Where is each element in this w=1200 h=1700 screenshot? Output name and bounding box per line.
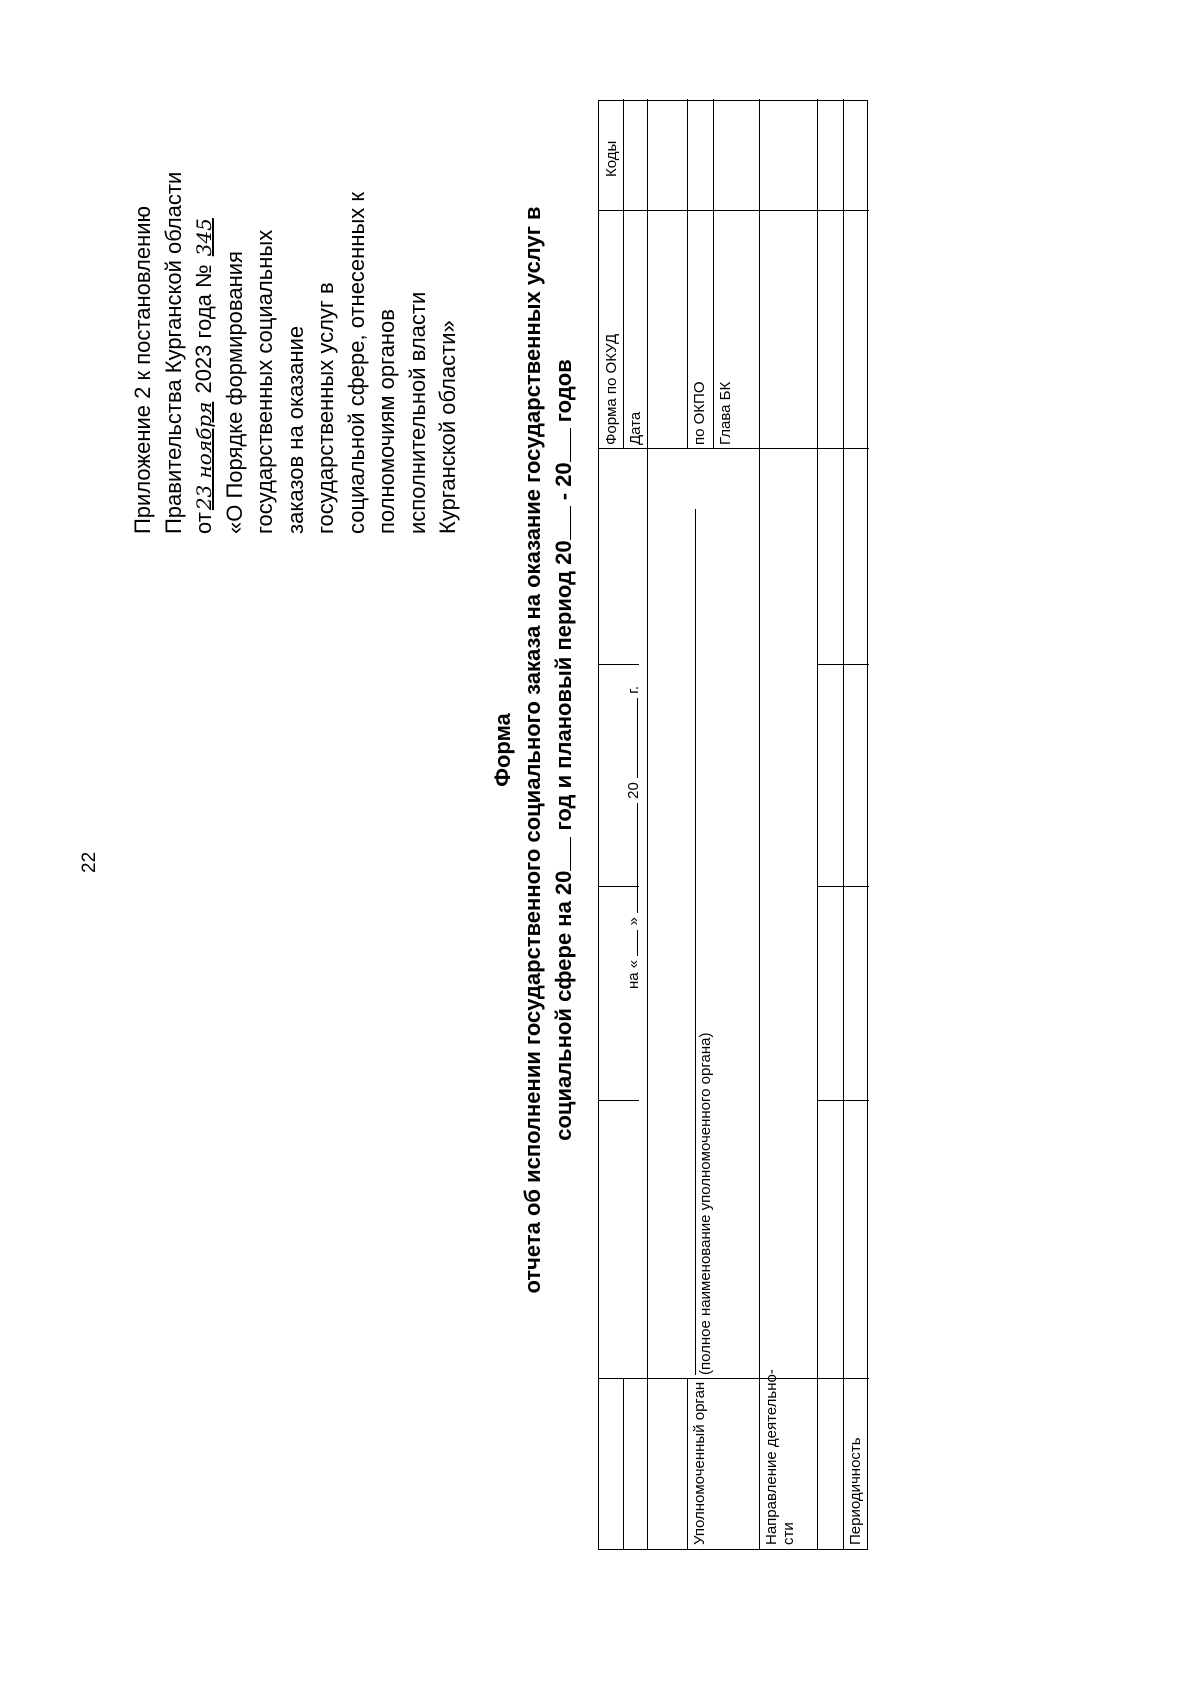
handwritten-number: 345 [192, 218, 216, 257]
table-row-divider [843, 99, 844, 1549]
table-row-divider [687, 1379, 688, 1549]
table-row-divider [647, 99, 648, 1549]
handwritten-date: 23 ноября [192, 401, 216, 511]
day-blank[interactable] [637, 930, 638, 956]
title-plan-period: год и плановый период 20 [551, 540, 576, 831]
appendix-line-11: Курганской области» [435, 320, 460, 534]
appendix-line-8: социальной сфере, отнесенных к [343, 191, 369, 534]
direction-label-line-1: Направление деятельно- [763, 1369, 780, 1545]
appendix-line-6: заказов на оказание [282, 325, 308, 534]
appendix-line-4: «О Порядке формирования [221, 251, 247, 534]
appendix-line-3 [189, 0, 220, 534]
plan-end-blank[interactable] [548, 428, 571, 462]
form-heading: Форма [490, 713, 515, 787]
appendix-line-7: государственных услуг в [313, 282, 338, 534]
date-year: 20 [625, 782, 642, 799]
appendix-header [128, 0, 464, 534]
report-date-field[interactable] [625, 686, 642, 989]
okud-label: Форма по ОКУД [603, 333, 620, 445]
okpo-label: по ОКПО [691, 381, 708, 445]
table-row-divider [623, 1379, 624, 1549]
table-row-divider [623, 99, 624, 449]
table-column-divider [599, 1378, 869, 1379]
table-row-divider [687, 99, 688, 449]
appendix-date-prefix: от [191, 512, 216, 534]
date-prefix: на « [625, 959, 642, 989]
month-blank[interactable] [637, 803, 638, 913]
page-number: 22 [79, 851, 100, 873]
year-blank[interactable] [548, 837, 571, 871]
bk-label: Глава БК [717, 381, 734, 445]
table-column-divider [599, 210, 869, 211]
form-title-line-1: отчета об исполнении государственного социального заказа на оказание государственных услуг в [520, 206, 545, 1294]
authorized-body-input-line[interactable] [695, 509, 696, 1375]
date-suffix: г. [625, 685, 642, 694]
table-row-divider [759, 99, 760, 1549]
codes-header: Коды [603, 140, 620, 177]
year-blank[interactable] [637, 698, 638, 778]
form-title-line-2 [548, 0, 579, 1500]
table-row-divider [817, 99, 818, 1549]
date-label: Дата [627, 411, 644, 445]
title-years-word: годов [551, 359, 576, 423]
title-year-prefix: социальной сфере на 20 [551, 870, 576, 1141]
authorized-body-hint: (полное наименование уполномоченного органа) [697, 1032, 714, 1375]
direction-label [763, 1369, 797, 1545]
date-mid: » [625, 917, 642, 926]
appendix-line-2: Правительства Курганской области [160, 171, 186, 534]
periodicity-label: Периодичность [847, 1437, 864, 1545]
appendix-line-9: полномочиям органов [374, 309, 399, 534]
appendix-date-mid: 2023 года № [191, 264, 216, 394]
appendix-line-5: государственных социальных [252, 229, 277, 534]
title-plan-dash: - 20 [551, 462, 576, 501]
appendix-line-10: исполнительной власти [404, 291, 430, 534]
form-title [488, 0, 579, 1500]
header-grid-line [599, 664, 639, 665]
report-form-table [598, 100, 868, 1550]
authorized-body-label: Уполномоченный орган [691, 1381, 708, 1545]
plan-start-blank[interactable] [548, 506, 571, 540]
table-column-divider [599, 448, 869, 449]
direction-label-line-2: сти [780, 1522, 797, 1545]
table-row-divider [713, 99, 714, 449]
header-grid-line [599, 1100, 639, 1101]
appendix-line-1: Приложение 2 к постановлению [130, 205, 155, 534]
